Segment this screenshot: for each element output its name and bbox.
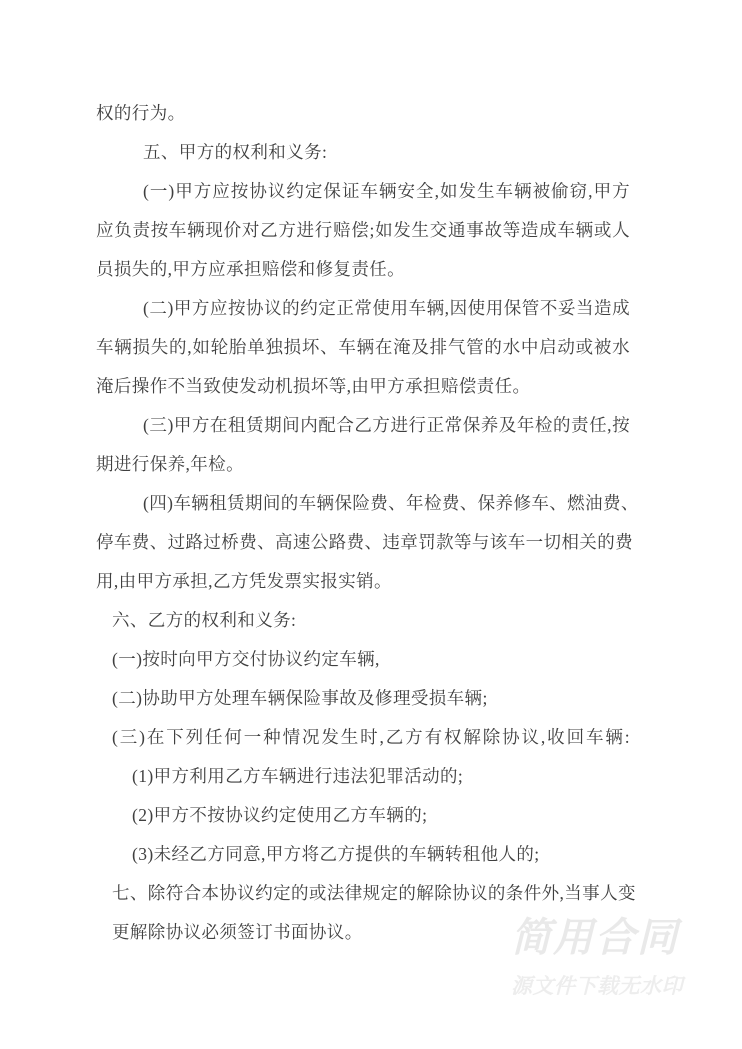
contract-line: 更解除协议必须签订书面协议。 bbox=[112, 922, 363, 942]
contract-line: 六、乙方的权利和义务: bbox=[112, 610, 297, 630]
contract-line: 员损失的,甲方应承担赔偿和修复责任。 bbox=[96, 259, 406, 279]
watermark-title: 简用合同 bbox=[511, 916, 679, 960]
contract-line: (2)甲方不按协议约定使用乙方车辆的; bbox=[132, 805, 428, 825]
watermark-subtitle: 源文件下载无水印 bbox=[511, 975, 683, 998]
contract-line: 权的行为。 bbox=[96, 103, 186, 123]
contract-line: (二)甲方应按协议的约定正常使用车辆,因使用保管不妥当造成 bbox=[143, 298, 630, 318]
contract-line: (二)协助甲方处理车辆保险事故及修理受损车辆; bbox=[112, 688, 488, 708]
contract-line: (四)车辆租赁期间的车辆保险费、年检费、保养修车、燃油费、 bbox=[143, 493, 639, 513]
contract-line: 用,由甲方承担,乙方凭发票实报实销。 bbox=[96, 571, 392, 591]
contract-line: (3)未经乙方同意,甲方将乙方提供的车辆转租他人的; bbox=[132, 844, 540, 864]
contract-line: (1)甲方利用乙方车辆进行违法犯罪活动的; bbox=[132, 766, 464, 786]
contract-line: 淹后操作不当致使发动机损坏等,由甲方承担赔偿责任。 bbox=[96, 376, 531, 396]
contract-line: 停车费、过路过桥费、高速公路费、违章罚款等与该车一切相关的费 bbox=[96, 532, 633, 552]
contract-line: 七、除符合本协议约定的或法律规定的解除协议的条件外,当事人变 bbox=[112, 883, 636, 903]
contract-line: (一)按时向甲方交付协议约定车辆, bbox=[112, 649, 380, 669]
contract-line: (三)甲方在租赁期间内配合乙方进行正常保养及年检的责任,按 bbox=[143, 415, 630, 435]
contract-line: (一)甲方应按协议约定保证车辆安全,如发生车辆被偷窃,甲方 bbox=[143, 181, 630, 201]
watermark bbox=[511, 917, 683, 1000]
contract-line: 车辆损失的,如轮胎单独损坏、车辆在淹及排气管的水中启动或被水 bbox=[96, 337, 630, 357]
contract-line: (三)在下列任何一种情况发生时,乙方有权解除协议,收回车辆: bbox=[112, 727, 630, 747]
contract-body bbox=[96, 94, 639, 952]
contract-line: 应负责按车辆现价对乙方进行赔偿;如发生交通事故等造成车辆或人 bbox=[96, 220, 630, 240]
contract-line: 五、甲方的权利和义务: bbox=[143, 142, 328, 162]
contract-line: 期进行保养,年检。 bbox=[96, 454, 244, 474]
